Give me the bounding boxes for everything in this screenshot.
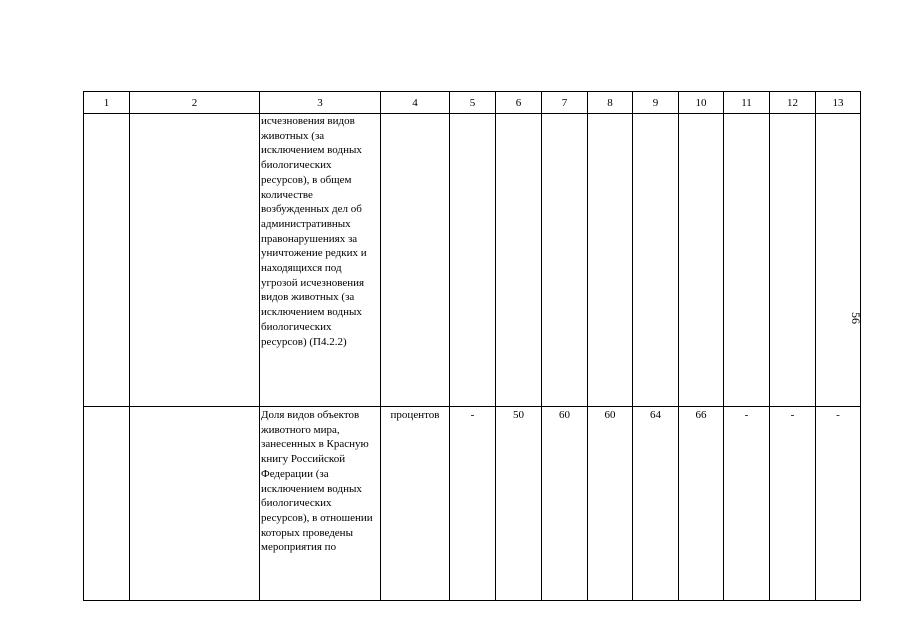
value-cell: - (450, 407, 496, 601)
table-cell (84, 407, 130, 601)
value-cell (724, 114, 770, 407)
column-header-8: 8 (588, 92, 633, 114)
table-cell (84, 114, 130, 407)
table-cell (130, 407, 260, 601)
column-header-6: 6 (496, 92, 542, 114)
value-cell (679, 114, 724, 407)
value-cell: 60 (588, 407, 633, 601)
table-row (84, 407, 861, 601)
value-cell (770, 114, 816, 407)
value-cell: 50 (496, 407, 542, 601)
column-header-13: 13 (816, 92, 861, 114)
column-header-9: 9 (633, 92, 679, 114)
column-header-5: 5 (450, 92, 496, 114)
unit-cell (381, 114, 450, 407)
unit-cell: процентов (381, 407, 450, 601)
indicator-description: исчезновения видов животных (за исключением водных биологических ресурсов), в общем количестве возбужденных дел об административных правонарушениях за уничтожение редких и находящихся под угрозой исчезновения видов животных (за исключением водных биологических ресурсов) (П4.2.2) (260, 114, 381, 407)
column-header-12: 12 (770, 92, 816, 114)
value-cell (450, 114, 496, 407)
page-number: 56 (849, 312, 863, 324)
table-row (84, 114, 861, 407)
value-cell: - (816, 407, 861, 601)
indicators-table (83, 91, 861, 601)
column-header-10: 10 (679, 92, 724, 114)
value-cell (496, 114, 542, 407)
indicator-description: Доля видов объектов животного мира, занесенных в Красную книгу Российской Федерации (за исключением водных биологических ресурсов), в отношении которых проведены мероприятия по (260, 407, 381, 601)
value-cell: - (770, 407, 816, 601)
value-cell: 64 (633, 407, 679, 601)
header-row (84, 92, 861, 114)
value-cell (633, 114, 679, 407)
column-header-3: 3 (260, 92, 381, 114)
column-header-1: 1 (84, 92, 130, 114)
value-cell: 66 (679, 407, 724, 601)
table-cell (130, 114, 260, 407)
value-cell: 60 (542, 407, 588, 601)
value-cell: - (724, 407, 770, 601)
column-header-2: 2 (130, 92, 260, 114)
value-cell (816, 114, 861, 407)
value-cell (588, 114, 633, 407)
column-header-11: 11 (724, 92, 770, 114)
column-header-7: 7 (542, 92, 588, 114)
value-cell (542, 114, 588, 407)
column-header-4: 4 (381, 92, 450, 114)
